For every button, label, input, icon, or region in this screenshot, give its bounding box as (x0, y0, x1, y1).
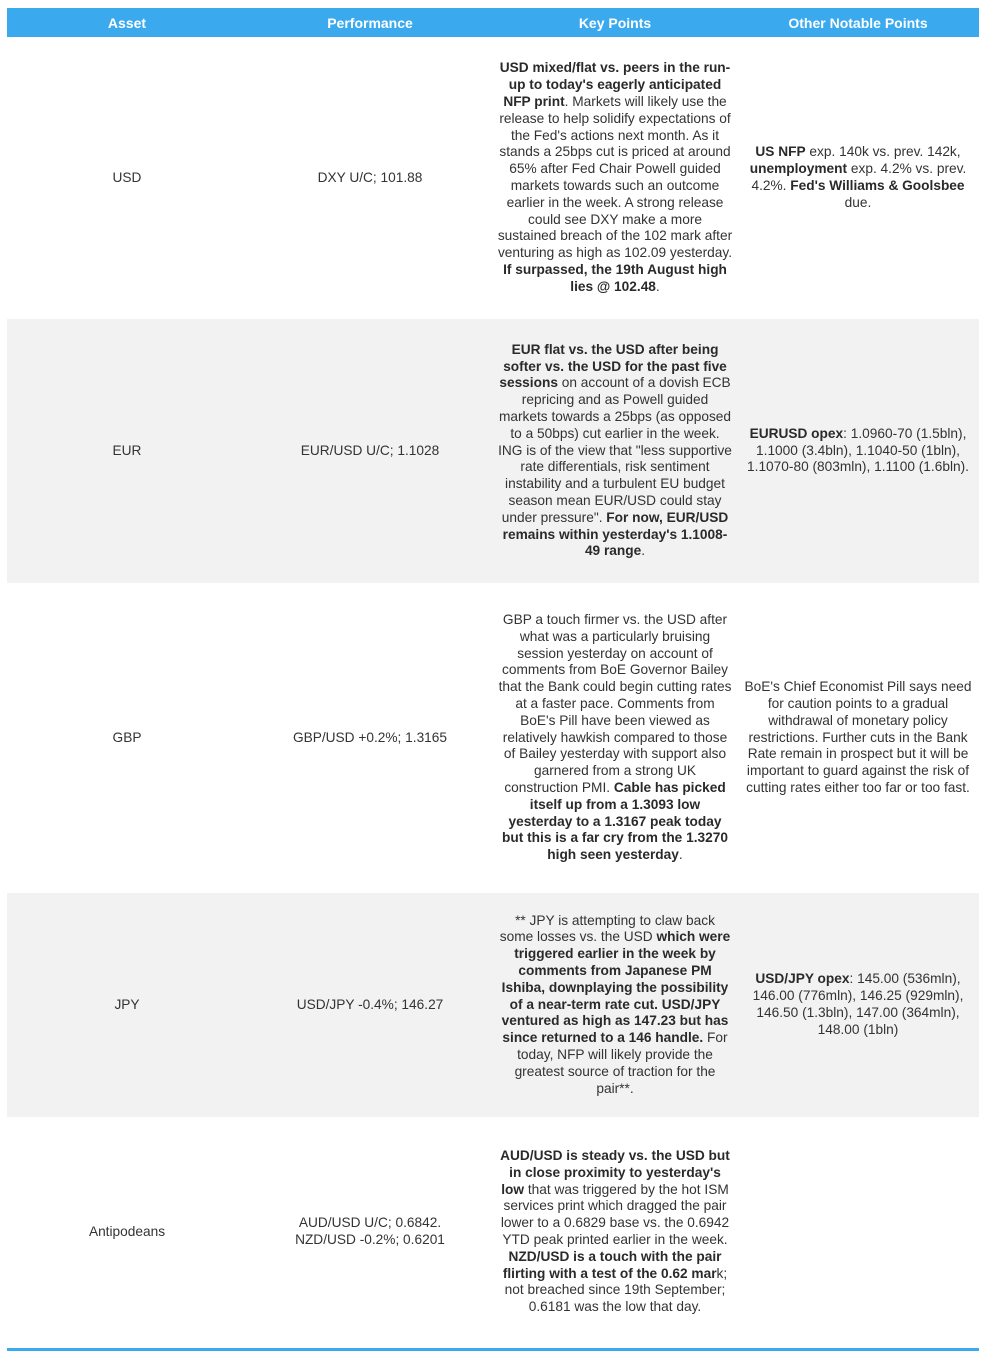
body-text: due. (844, 194, 872, 210)
asset-cell: GBP (112, 729, 142, 745)
body-text: BoE's Chief Economist Pill says need for caution points to a gradual withdrawal of monetary policy restrictions. Further cuts in the Bank Rate remain in prospect but it will be important to guard against the risk of cutting rates either too far or too fast. (744, 679, 972, 795)
header-key-points: Key Points (493, 8, 737, 37)
emphasis-text: For now, EUR/USD remains within yesterday's 1.1008-49 range (502, 509, 729, 559)
key-points-cell (493, 1117, 737, 1347)
emphasis-text: unemployment (749, 161, 848, 177)
other-points-cell (737, 583, 979, 893)
body-text: exp. 4.2% vs. prev. 4.2%. (751, 161, 967, 193)
performance-cell: EUR/USD U/C; 1.1028 (247, 319, 493, 583)
key-points-cell (493, 893, 737, 1117)
body-text: . (678, 847, 683, 863)
performance-cell: USD/JPY -0.4%; 146.27 (247, 893, 493, 1117)
body-text: For today, NFP will likely provide the greatest source of traction for the pair**. (514, 1030, 728, 1096)
asset-cell: USD (112, 169, 142, 185)
emphasis-text: If surpassed, the 19th August high lies @ 102.48 (503, 261, 727, 294)
table-header-row (7, 8, 979, 37)
table-row-eur (7, 319, 979, 583)
emphasis-text: which were triggered earlier in the week by comments from Japanese PM Ishiba, downplaying the possibility of a near-term rate cut. USD/JPY ventured as high as 147.23 but has since returned to a 146 handle. (501, 929, 731, 1046)
emphasis-text: NZD/USD is a touch with the pair flirting with a test of the 0.62 mar (502, 1248, 722, 1281)
other-points-cell (737, 893, 979, 1117)
body-text: . (655, 278, 660, 294)
emphasis-text: Cable has picked itself up from a 1.3093 low yesterday to a 1.3167 peak today but this is a far cry from the 1.3270 high seen yesterday (502, 779, 728, 863)
body-text: . (641, 543, 646, 559)
performance-cell: DXY U/C; 101.88 (317, 169, 423, 185)
emphasis-text: Fed's Williams & Goolsbee (790, 178, 965, 193)
key-points-cell (493, 37, 737, 319)
other-points-cell (737, 319, 979, 583)
fx-summary-table (7, 8, 979, 1347)
table-row-antipodeans (7, 1117, 979, 1347)
body-text: exp. 140k vs. prev. 142k, (805, 144, 961, 160)
key-points-cell (493, 319, 737, 583)
emphasis-text: US NFP (755, 144, 806, 160)
body-text: on account of a dovish ECB repricing and as Powell guided markets towards a 25bps (as opposed to a 50bps) cut earlier in the week. ING is of the view that "less supportive rate differentials, risk sentiment instability and a turbulent EU budget season mean EUR/USD could stay under pressure". (498, 375, 732, 525)
emphasis-text: USD mixed/flat vs. peers in the run-up to today's eagerly anticipated NFP print (499, 60, 731, 110)
header-asset: Asset (7, 8, 247, 37)
performance-cell (247, 1117, 493, 1347)
header-performance: Performance (247, 8, 493, 37)
table-row-usd (7, 37, 979, 319)
table-row-gbp (7, 583, 979, 893)
asset-cell: Antipodeans (88, 1223, 166, 1239)
key-points-cell (493, 583, 737, 893)
emphasis-text: AUD/USD is steady vs. the USD but in close proximity to yesterday's low (500, 1148, 730, 1197)
body-text: : 1.0960-70 (1.5bln), 1.1000 (3.4bln), 1.1040-50 (1bln), 1.1070-80 (803mln), 1.1100 (1.6bln). (747, 425, 969, 475)
emphasis-text: EURUSD opex (749, 425, 844, 441)
performance-line-aud: AUD/USD U/C; 0.6842. (298, 1215, 442, 1231)
body-text: that was triggered by the hot ISM services print which dragged the pair lower to a 0.6829 base vs. the 0.6942 YTD peak printed earlier in the week. (500, 1181, 730, 1247)
body-text: : 145.00 (536mln), 146.00 (776mln), 146.25 (929mln), 146.50 (1.3bln), 147.00 (364mln), 148.00 (1bln) (752, 971, 964, 1037)
other-points-cell (737, 37, 979, 319)
other-points-cell (737, 1117, 979, 1347)
body-text: GBP a touch firmer vs. the USD after what was a particularly bruising session yesterday on account of comments from BoE Governor Bailey that the Bank could begin cutting rates at a faster pace. Comments from BoE's Pill have been viewed as relatively hawkish compared to those of Bailey yesterday with support also garnered from a strong UK construction PMI. (498, 612, 732, 795)
table-bottom-rule (7, 1348, 979, 1351)
header-other-notable-points: Other Notable Points (737, 8, 979, 37)
body-text: ** JPY is attempting to claw back some losses vs. the USD (499, 912, 715, 945)
asset-cell: JPY (7, 893, 247, 1117)
performance-cell: GBP/USD +0.2%; 1.3165 (292, 729, 448, 745)
performance-line-nzd: NZD/USD -0.2%; 0.6201 (295, 1232, 445, 1247)
asset-cell: EUR (7, 319, 247, 583)
emphasis-text: EUR flat vs. the USD after being softer vs. the USD for the past five sessions (499, 341, 727, 391)
emphasis-text: USD/JPY opex (755, 971, 850, 987)
body-text: k; not breached since 19th September; 0.6181 was the low that day. (504, 1265, 728, 1315)
table-row-jpy (7, 893, 979, 1117)
body-text: . Markets will likely use the release to help solidify expectations of the Fed's actions next month. As it stands a 25bps cut is priced at around 65% after Fed Chair Powell guided markets towards such an outcome earlier in the week. A strong release could see DXY make a more sustained breach of the 102 mark after venturing as high as 102.09 yesterday. (497, 94, 733, 261)
